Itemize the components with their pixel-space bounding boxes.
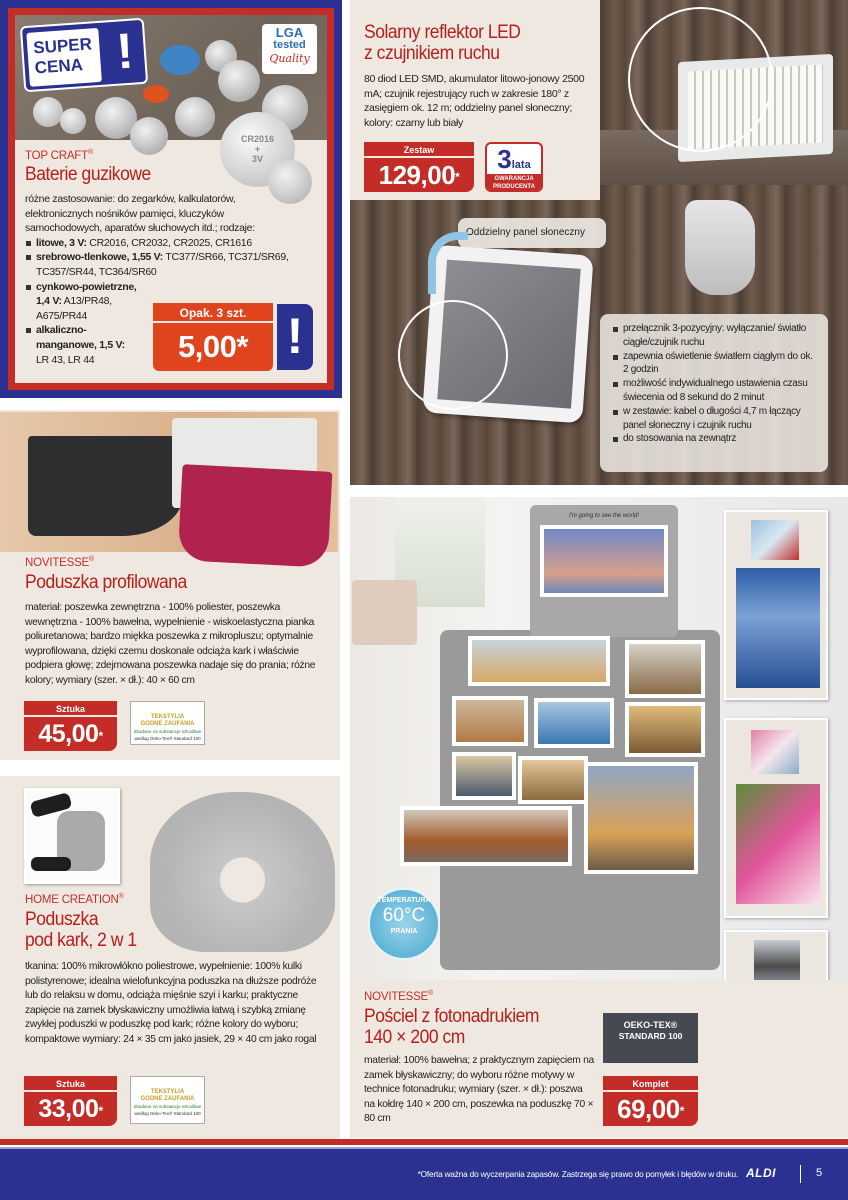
exclamation-price-icon: ! (277, 304, 313, 370)
batteries-brand: TOP CRAFT® (25, 149, 93, 162)
temperature-badge-top: TEMPERATURA (377, 897, 431, 904)
bedding-variant-flamingo (724, 718, 828, 918)
neck-title-line1: Poduszka (25, 909, 99, 930)
neck-pillow-description: tkanina: 100% mikrowłókno poliestrowe, wypełnienie: 100% kulki polistyrenowe; idealna wielofunkcyjna poduszka na dłuższe podróże lub do relaksu w domu, odciąża mięśnie szyi i karku; praktyczne zapięcie na zamek błyskawiczny umożliwia łatwą i szybką zmianę zwykłej poduszki w poduszkę pod kark; różne kolory do wyboru; kompaktowe wymiary: 24 × 35 cm jako jasiek, 29 × 40 cm jako rogal (25, 961, 317, 1045)
pillow-brand: NOVITESSE® (25, 556, 94, 569)
photo-card-rome (625, 640, 705, 698)
tekstylia-godne-zaufania-cert: TEKSTYLIA GODNE ZAUFANIA Zbadane na substancje szkodliwe według Oeko-Tex® Standard 100 (130, 701, 205, 745)
battery-type-item: alkaliczno-manganowe, 1,5 V: LR 43, LR 44 (25, 323, 140, 367)
price-unit-label: Sztuka (24, 1076, 117, 1092)
super-cena-badge (20, 18, 148, 92)
batteries-price-box (153, 303, 273, 371)
super-cena-line1: SUPER (32, 34, 93, 58)
bedding-variant-bulldog (724, 510, 828, 700)
solar-features-list (612, 322, 820, 446)
pink-pillow-image (178, 464, 333, 568)
bedding-title (364, 1006, 594, 1048)
coin-cell-cr2016: CR2016 + 3V (220, 112, 295, 187)
battery-type-item: litowe, 3 V: CR2016, CR2032, CR2025, CR1616 (25, 236, 300, 251)
hearing-aid-battery-blue (160, 45, 200, 75)
bedding-title-line1: Pościel z fotonadrukiem (364, 1006, 540, 1027)
oekotex-standard-100-label: OEKO-TEX® STANDARD 100 (603, 1013, 698, 1063)
photo-card-shell (518, 756, 588, 804)
coin-cell-image (130, 117, 168, 155)
feature-item: zapewnia oświetlenie światłem ciągłym do ok. 2 godzin (612, 350, 820, 378)
photo-card-venice (452, 752, 516, 800)
feature-item: w zestawie: kabel o długości 4,7 m łączący panel słoneczny i czujnik ruchu (612, 405, 820, 433)
solar-description: 80 diod LED SMD, akumulator litowo-jonowy 2500 mA; czujnik rejestrujący ruch w zakresie 180° z zasięgiem ok. 12 m; oddzielny panel słoneczny; kolory: czarny lub biały (364, 73, 585, 129)
price-unit-label: Opak. 3 szt. (153, 303, 273, 323)
warranty-number: 3 (497, 144, 512, 174)
batteries-intro: różne zastosowanie: do zegarków, kalkulatorów, elektronicznych nośników pamięci, kluczyków samochodowych, aparatów słuchowych itd.; rodzaje: (25, 193, 255, 235)
super-cena-line2: CENA (34, 55, 84, 78)
bedding-title-line2: 140 × 200 cm (364, 1027, 465, 1048)
neck-pillow-title (25, 909, 209, 951)
aldi-logo: ALDI (746, 1166, 776, 1180)
feature-item: możliwość indywidualnego ustawienia czasu świecenia od 8 sekund do 2 minut (612, 377, 820, 405)
price-unit-label: Komplet (603, 1076, 698, 1092)
solar-price-box (364, 142, 474, 192)
cushion-image (352, 580, 417, 645)
warranty-line2: PRODUCENTA (493, 184, 535, 190)
feature-item: do stosowania na zewnątrz (612, 432, 820, 446)
battery-type-item: srebrowo-tlenkowe, 1,55 V: TC377/SR66, TC371/SR69, TC357/SR44, TC364/SR60 (25, 250, 300, 279)
pillow-script-text: I'm going to see the world! (569, 513, 639, 519)
exclamation-icon: ! (114, 22, 136, 80)
temperature-badge-value: 60°C (382, 905, 426, 926)
lga-tested-quality-logo (262, 24, 317, 74)
bedding-brand: NOVITESSE® (364, 990, 433, 1003)
price-unit-label: Sztuka (24, 701, 117, 717)
temperature-badge (368, 888, 440, 960)
battery-type-item: cynkowo-powietrzne, 1,4 V: A13/PR48, A675/PR44 (25, 280, 150, 324)
solar-title (364, 22, 585, 64)
warranty-badge (485, 142, 543, 192)
neck-pillow-price-box (24, 1076, 117, 1126)
feature-item: przełącznik 3-pozycyjny: wyłączanie/ światło ciągłe/czujnik ruchu (612, 322, 820, 350)
warranty-line1: GWARANCJA (494, 176, 534, 182)
coin-cell-image (33, 97, 63, 127)
warranty-unit: lata (511, 159, 531, 171)
pillow-price-box (24, 701, 117, 751)
lga-text: LGA (275, 25, 304, 40)
price-value: 69,00* (603, 1092, 698, 1126)
neck-pillow-inset-photo (24, 788, 120, 884)
solar-title-line1: Solarny reflektor LED (364, 22, 521, 43)
price-value: 45,00* (24, 717, 117, 751)
price-unit-label: Zestaw (364, 142, 474, 158)
coin-cell-image (175, 97, 215, 137)
page-number: 5 (816, 1167, 823, 1179)
pillowcase-image (530, 505, 678, 637)
price-value: 5,00* (153, 323, 273, 371)
bedding-description: materiał: 100% bawełna; z praktycznym zapięciem na zamek błyskawiczny; do wyboru różne motywy w technice fotonadruku; wymiary (szer. × dł.): poszwa na kołdrę 140 × 200 cm, poszewka na poduszkę 70 × 80 cm (364, 1055, 594, 1125)
photo-card-new-york (468, 636, 610, 686)
solar-features-box (600, 314, 828, 472)
price-value: 33,00* (24, 1092, 117, 1126)
lga-tested-text: tested (273, 39, 306, 51)
temperature-badge-bottom: PRANIA (390, 928, 418, 935)
solar-panel-callout: Oddzielny panel słoneczny (458, 218, 606, 248)
photo-card-san-francisco (400, 806, 572, 866)
coin-cell-image (218, 60, 260, 102)
black-pillow-image (28, 436, 183, 536)
lga-quality-text: Quality (269, 52, 310, 65)
zoom-circle-decoration (628, 7, 773, 152)
neck-pillow-brand: HOME CREATION® (25, 893, 124, 906)
photo-card-egypt (452, 696, 528, 746)
coin-cell-image (60, 108, 86, 134)
hearing-aid-battery-orange (143, 85, 169, 103)
batteries-title: Baterie guzikowe (25, 164, 151, 185)
footer-divider (800, 1165, 801, 1183)
price-value: 129,00* (364, 158, 474, 192)
tekstylia-godne-zaufania-cert: TEKSTYLIA GODNE ZAUFANIA Zbadane na substancje szkodliwe według Oeko-Tex® Standard 100 (130, 1076, 205, 1124)
bedding-price-box (603, 1076, 698, 1126)
photo-card-london (625, 702, 705, 757)
zoom-circle-decoration (398, 300, 508, 410)
photo-card-paris (584, 762, 698, 874)
footer-disclaimer: *Oferta ważna do wyczerpania zapasów. Zastrzega się prawo do pomyłek i błędów w druku. (417, 1169, 738, 1179)
photo-card-sydney (534, 698, 614, 748)
motion-sensor-image (685, 200, 755, 295)
pillow-description: materiał: poszewka zewnętrzna - 100% poliester, poszewka wewnętrzna - 100% bawełna, wypełnienie - wiskoelastyczna pianka poliuretanowa; bardzo miękka poszewka z mikropluszu; optymalnie wyprofilowana, dzięki czemu doskonale odciąża kark i właściwie podpiera głowę; zdejmowana poszewka nadaje się do prania; różne kolory; wymiary (szer. × dł.): 40 × 60 cm (25, 602, 316, 686)
solar-title-line2: z czujnikiem ruchu (364, 43, 500, 64)
pillow-title: Poduszka profilowana (25, 572, 187, 593)
neck-title-line2: pod kark, 2 w 1 (25, 930, 137, 951)
